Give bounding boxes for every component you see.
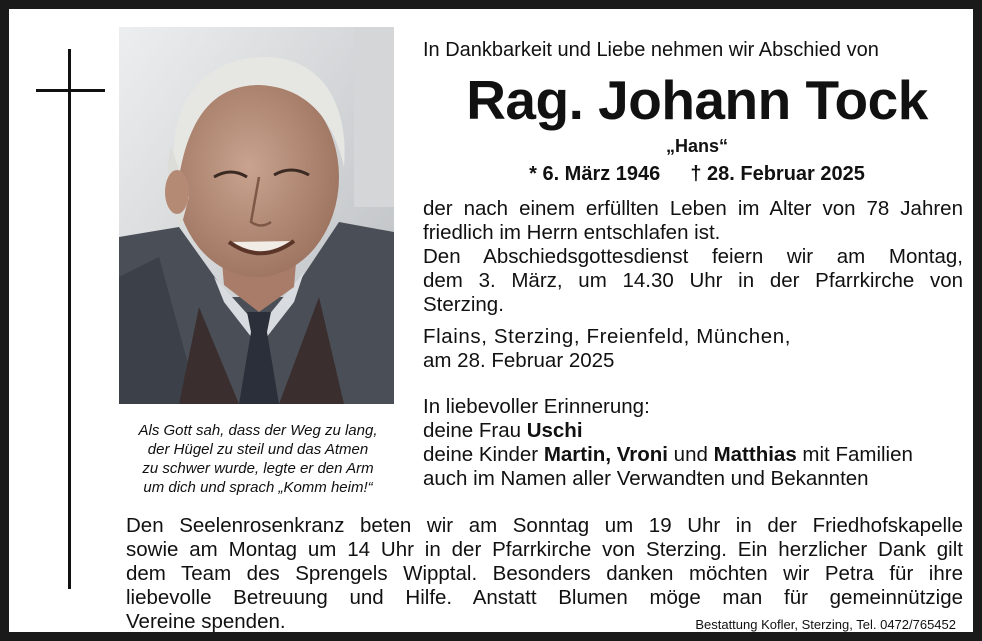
text-line: dem Team des Sprengels Wipptal. Besonders danken möchten wir Petra für ihre <box>126 562 963 585</box>
announcement-paragraph <box>423 197 963 317</box>
wife-prefix: deine Frau <box>423 419 527 442</box>
text-line: liebevolle Betreuung und Hilfe. Anstatt Blumen möge man für gemeinnützige <box>126 586 963 609</box>
children-line <box>423 443 963 467</box>
remembrance-paragraph <box>423 395 963 491</box>
poem-line: zu schwer wurde, legte er den Arm <box>142 460 374 477</box>
portrait-photo <box>119 27 394 404</box>
children-names: Martin, Vroni <box>543 443 668 466</box>
wife-line <box>423 419 963 443</box>
text-line: dem 3. März, um 14.30 Uhr in der Pfarrkirche von <box>423 269 963 292</box>
places-paragraph <box>423 325 963 373</box>
cross-icon-bar <box>36 89 105 92</box>
date-line: am 28. Februar 2025 <box>423 349 615 372</box>
text-line: friedlich im Herrn entschlafen ist. <box>423 221 721 244</box>
poem-line: der Hügel zu steil und das Atmen <box>147 441 369 458</box>
nickname: „Hans“ <box>665 136 728 156</box>
death-date: † 28. Februar 2025 <box>690 163 865 185</box>
birth-date: * 6. März 1946 <box>529 163 661 185</box>
places-line: Flains, Sterzing, Freienfeld, München, <box>423 325 792 348</box>
intro-line: In Dankbarkeit und Liebe nehmen wir Abschied von <box>423 39 879 61</box>
children-and: und <box>667 443 714 466</box>
relatives-line: auch im Namen aller Verwandten und Bekannten <box>423 467 869 490</box>
remembrance-heading: In liebevoller Erinnerung: <box>423 395 650 418</box>
life-dates <box>423 161 971 187</box>
child-name: Matthias <box>713 443 797 466</box>
poem <box>117 421 399 497</box>
text-line: Den Abschiedsgottesdienst feiern wir am Montag, <box>423 245 963 268</box>
text-line: Vereine spenden. <box>126 610 286 633</box>
children-prefix: deine Kinder <box>423 443 544 466</box>
cross-icon <box>68 49 71 589</box>
funeral-home-footer: Bestattung Kofler, Sterzing, Tel. 0472/765452 <box>695 617 956 632</box>
children-suffix: mit Familien <box>796 443 913 466</box>
poem-line: um dich und sprach „Komm heim!“ <box>143 479 373 496</box>
poem-line: Als Gott sah, dass der Weg zu lang, <box>138 422 378 439</box>
text-line: Sterzing. <box>423 293 504 316</box>
text-line: Den Seelenrosenkranz beten wir am Sonntag um 19 Uhr in der Friedhofskapelle <box>126 514 963 537</box>
text-line: der nach einem erfüllten Leben im Alter von 78 Jahren <box>423 197 963 220</box>
text-line: sowie am Montag um 14 Uhr in der Pfarrkirche von Sterzing. Ein herzlicher Dank gilt <box>126 538 963 561</box>
wife-name: Uschi <box>526 419 583 442</box>
deceased-name: Rag. Johann Tock <box>466 69 928 131</box>
service-paragraph <box>126 514 963 634</box>
